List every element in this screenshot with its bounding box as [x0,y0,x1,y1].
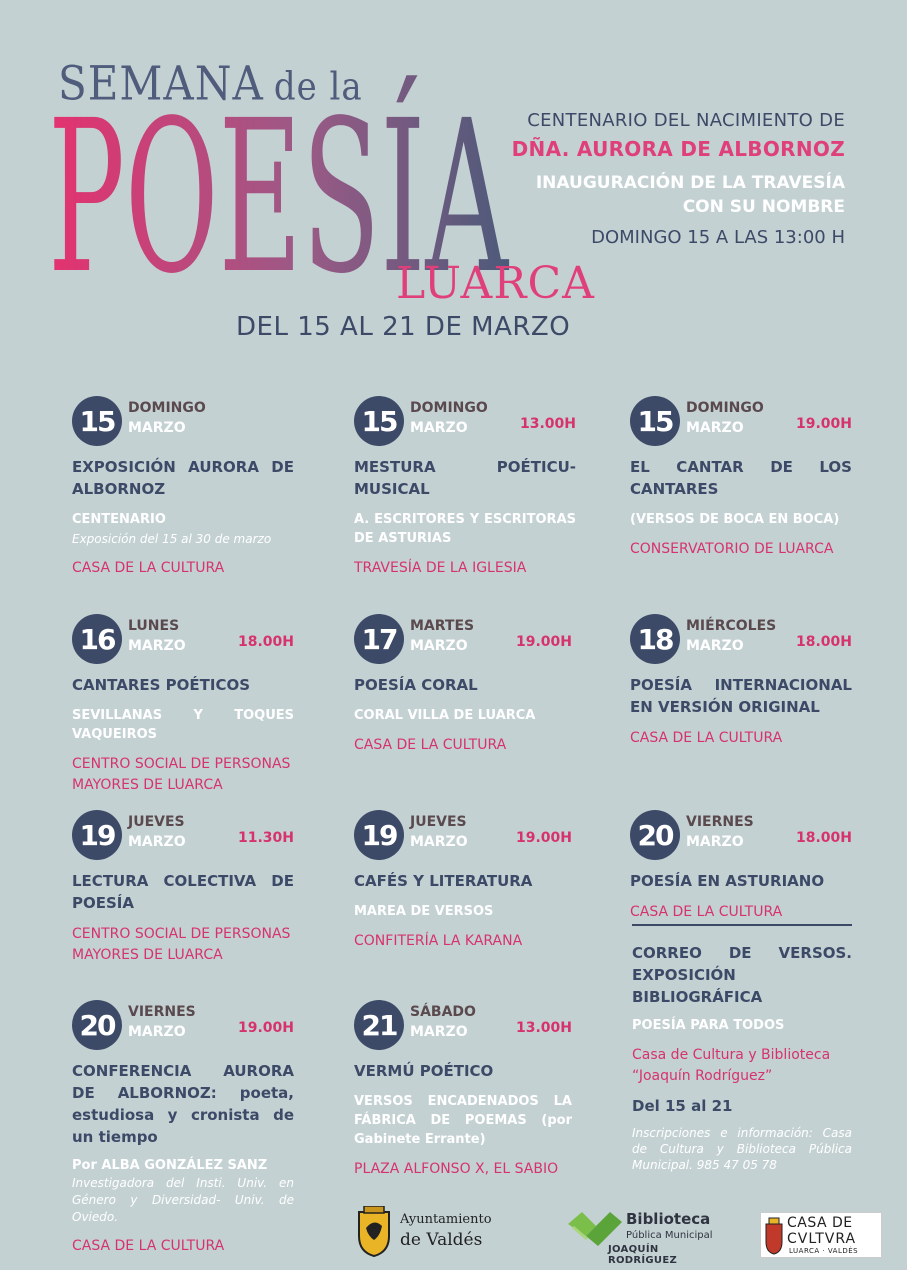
event-day-badge: 15 [354,396,404,446]
correo-range: Del 15 al 21 [632,1097,733,1115]
event-month: MARZO [686,638,744,654]
event-subtitle: MAREA DE VERSOS [354,904,494,919]
event-time: 19.00H [516,830,572,846]
book-icon [566,1206,624,1246]
event-day-badge: 19 [354,810,404,860]
event-weekday: VIERNES [686,814,754,830]
event-place: CASA DE LA CULTURA [72,1238,225,1254]
event-place: CASA DE LA CULTURA [72,560,225,576]
event-time: 19.00H [516,634,572,650]
event-time: 11.30H [238,830,294,846]
event-weekday: DOMINGO [410,400,488,416]
event-subtitle: CORAL VILLA DE LUARCA [354,708,536,723]
event-day-badge: 15 [630,396,680,446]
event-place: PLAZA ALFONSO X, EL SABIO [354,1161,559,1177]
intro-line-3b: CON SU NOMBRE [682,197,845,217]
intro-line-4: DOMINGO 15 A LAS 13:00 H [591,227,845,248]
event-title: MESTURA POÉTICU-MUSICAL [354,458,576,498]
event-weekday: DOMINGO [686,400,764,416]
event-place: CENTRO SOCIAL DE PERSONAS MAYORES DE LUARCA [72,756,291,793]
event-weekday: MIÉRCOLES [686,618,777,634]
correo-title: CORREO DE VERSOS. EXPOSICIÓN BIBLIOGRÁFICA [632,944,852,1006]
intro-line-2: DÑA. AURORA DE ALBORNOZ [511,137,845,161]
event-time: 18.00H [796,634,852,650]
event-month: MARZO [128,638,186,654]
event-month: MARZO [410,420,468,436]
event-time: 13.00H [516,1020,572,1036]
event-place: CONSERVATORIO DE LUARCA [630,541,834,557]
intro-line-1: CENTENARIO DEL NACIMIENTO DE [527,110,845,131]
event-place: CENTRO SOCIAL DE PERSONAS MAYORES DE LUARCA [72,926,291,963]
event-head [354,614,572,670]
event-place: CONFITERÍA LA KARANA [354,933,523,949]
event-place: TRAVESÍA DE LA IGLESIA [354,560,527,576]
event-time: 18.00H [796,830,852,846]
event-dates: DEL 15 AL 21 DE MARZO [236,312,571,342]
event-title: POESÍA INTERNACIONAL EN VERSIÓN ORIGINAL [630,676,852,716]
correo-subtitle: POESÍA PARA TODOS [632,1018,785,1033]
title-de-la: de la [273,64,363,110]
title-semana-text: SEMANA [58,56,264,111]
event-month: MARZO [410,638,468,654]
event-title: EL CANTAR DE LOS CANTARES [630,458,852,498]
event-day-badge: 16 [72,614,122,664]
divider [632,924,852,926]
logo-casa-line-3: LUARCA · VALDÉS [789,1247,859,1255]
event-weekday: LUNES [128,618,180,634]
correo-place: Casa de Cultura y Biblioteca “Joaquín Rodríguez” [632,1047,831,1084]
logo-biblio-line-1: Biblioteca [626,1210,711,1228]
logo-casa-line-2: CVLTVRA [787,1231,857,1247]
logo-casa-line-1: CASA DE [787,1215,853,1231]
event-weekday: DOMINGO [128,400,206,416]
event-head [354,810,572,866]
correo-info: Inscripciones e información: Casa de Cultura y Biblioteca Pública Municipal. 985 47 05 78 [632,1126,852,1172]
event-subtitle: CENTENARIO [72,512,166,527]
event-subtitle: SEVILLANAS Y TOQUES VAQUEIROS [72,708,294,742]
event-month: MARZO [410,834,468,850]
event-day-badge: 17 [354,614,404,664]
event-head [630,396,852,452]
event-card [354,614,572,756]
intro-block [445,110,845,248]
event-card [72,614,294,796]
event-head [72,396,294,452]
event-title: EXPOSICIÓN AURORA DE ALBORNOZ [72,458,294,498]
event-day-badge: 18 [630,614,680,664]
event-title: CONFERENCIA AURORA DE ALBORNOZ: poeta, estudiosa y cronista de un tiempo [72,1062,294,1146]
event-card [630,396,852,560]
event-place: CASA DE LA CULTURA [630,730,783,746]
event-month: MARZO [410,1024,468,1040]
event-time: 18.00H [238,634,294,650]
event-author: Por ALBA GONZÁLEZ SANZ [72,1158,268,1173]
correo-block [632,924,852,1173]
event-card [630,810,852,923]
logo-ayuntamiento-valdes [356,1204,496,1260]
event-day-badge: 20 [72,1000,122,1050]
event-title: LECTURA COLECTIVA DE POESÍA [72,872,294,912]
event-head [630,614,852,670]
event-weekday: SÁBADO [410,1004,476,1020]
event-head [72,810,294,866]
event-weekday: JUEVES [410,814,467,830]
event-author-note: Investigadora del Insti. Univ. en Género y Diversidad- Univ. de Oviedo. [72,1176,294,1224]
event-card [354,396,576,579]
logo-biblio-line-3: JOAQUÍN RODRÍGUEZ [608,1244,678,1266]
event-month: MARZO [128,420,186,436]
event-card [630,614,852,749]
event-head [630,810,852,866]
event-month: MARZO [128,834,186,850]
event-month: MARZO [686,420,744,436]
event-day-badge: 20 [630,810,680,860]
event-subtitle: (VERSOS DE BOCA EN BOCA) [630,512,840,527]
title-luarca: LUARCA [396,258,595,309]
event-time: 19.00H [796,416,852,432]
event-note: Exposición del 15 al 30 de marzo [72,532,272,546]
logo-biblioteca [566,1204,716,1266]
event-head [72,1000,294,1056]
event-title: POESÍA CORAL [354,676,478,694]
event-head [354,1000,572,1056]
event-time: 13.00H [520,416,576,432]
event-time: 19.00H [238,1020,294,1036]
event-place: CASA DE LA CULTURA [630,904,783,920]
bottom-strip [0,1270,907,1276]
event-title: CANTARES POÉTICOS [72,676,251,694]
event-card [72,810,294,966]
event-day-badge: 21 [354,1000,404,1050]
logo-valdes-line-1: Ayuntamiento [400,1212,492,1227]
event-title: POESÍA EN ASTURIANO [630,872,825,890]
intro-line-3 [445,171,845,219]
event-title: CAFÉS Y LITERATURA [354,872,533,890]
event-weekday: VIERNES [128,1004,196,1020]
intro-line-3a: INAUGURACIÓN DE LA TRAVESÍA [535,173,845,193]
logo-casa-cultura [760,1212,882,1258]
event-title: VERMÚ POÉTICO [354,1062,494,1080]
event-weekday: JUEVES [128,814,185,830]
event-card [354,810,572,952]
event-subtitle: VERSOS ENCADENADOS LA FÁBRICA DE POEMAS (por Gabinete Errante) [354,1094,572,1147]
event-month: MARZO [686,834,744,850]
crest-icon [763,1216,785,1256]
shield-icon [356,1206,392,1258]
event-day-badge: 15 [72,396,122,446]
event-card [72,1000,294,1257]
event-card [72,396,294,579]
title-poesia-text: POESÍA [48,75,510,310]
event-head [354,396,576,452]
event-subtitle: A. ESCRITORES Y ESCRITORAS DE ASTURIAS [354,512,576,546]
event-month: MARZO [128,1024,186,1040]
logo-biblio-line-2: Pública Municipal [626,1230,713,1241]
event-day-badge: 19 [72,810,122,860]
event-head [72,614,294,670]
logo-valdes-line-2: de Valdés [400,1230,483,1250]
event-place: CASA DE LA CULTURA [354,737,507,753]
event-card [354,1000,572,1180]
event-weekday: MARTES [410,618,475,634]
